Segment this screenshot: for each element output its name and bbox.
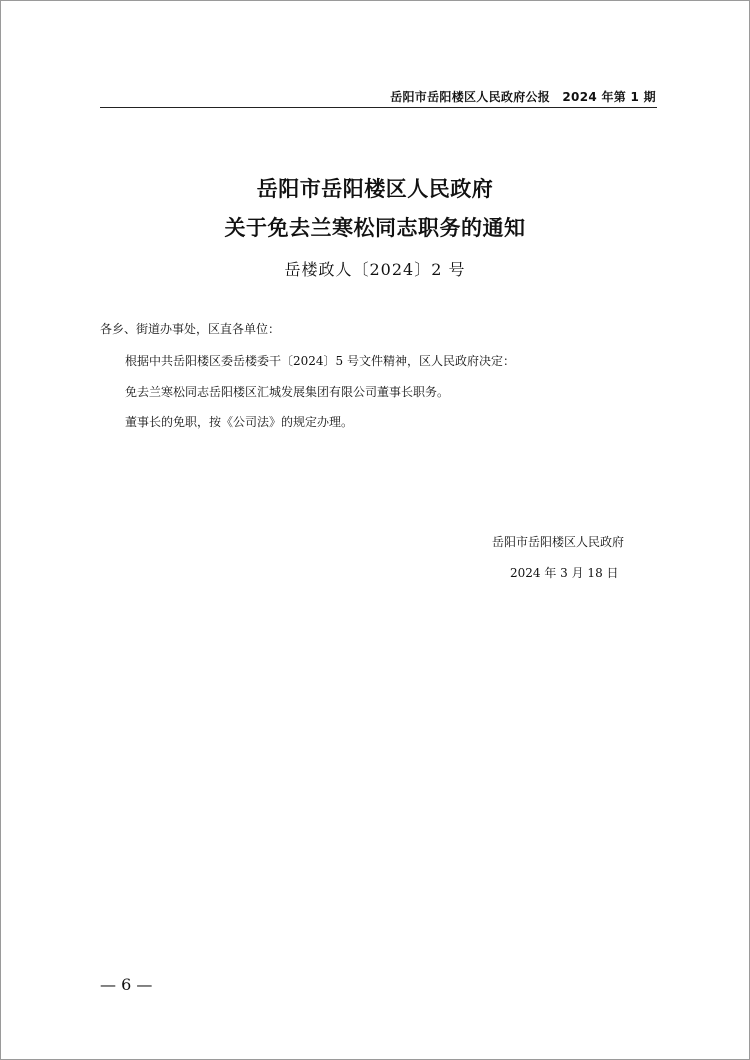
document-title-line-2: 关于免去兰寒松同志职务的通知 xyxy=(224,215,526,240)
document-number: 岳楼政人〔2024〕2 号 xyxy=(284,260,466,279)
sign-date: 2024 年 3 月 18 日 xyxy=(510,566,619,580)
paragraph-1: 根据中共岳阳楼区委岳楼委干〔2024〕5 号文件精神，区人民政府决定： xyxy=(125,354,515,368)
document-title-line-1: 岳阳市岳阳楼区人民政府 xyxy=(256,176,494,201)
paragraph-3: 董事长的免职，按《公司法》的规定办理。 xyxy=(125,415,354,429)
paragraph-2: 免去兰寒松同志岳阳楼区汇城发展集团有限公司董事长职务。 xyxy=(125,385,450,399)
page-number: — 6 — xyxy=(100,975,153,994)
running-header: 岳阳市岳阳楼区人民政府公报 2024 年第 1 期 xyxy=(390,90,656,104)
header-rule xyxy=(100,107,657,108)
signer: 岳阳市岳阳楼区人民政府 xyxy=(492,535,625,549)
salutation: 各乡、街道办事处，区直各单位： xyxy=(100,322,281,336)
